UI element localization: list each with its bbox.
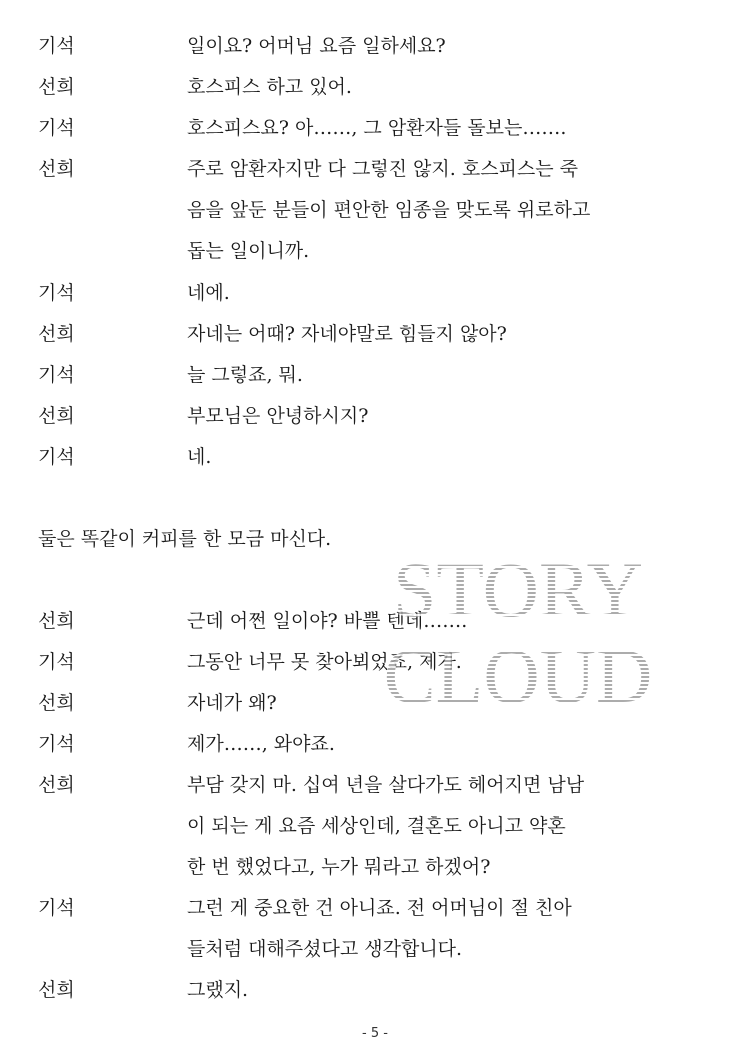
dialogue-line: 그런 게 중요한 건 아니죠. 전 어머님이 절 친아 [187, 897, 572, 919]
dialogue-line: 제가……, 와야죠. [187, 733, 335, 755]
dialogue-line: 음을 앞둔 분들이 편안한 임종을 맞도록 위로하고 [187, 199, 591, 221]
stage-direction: 둘은 똑같이 커피를 한 모금 마신다. [38, 528, 332, 550]
dialogue-line: 주로 암환자지만 다 그렇진 않지. 호스피스는 죽 [187, 158, 579, 180]
page-number: - 5 - [362, 1026, 388, 1041]
dialogue-line: 부모님은 안녕하시지? [187, 405, 369, 427]
dialogue-line: 부담 갖지 마. 십여 년을 살다가도 헤어지면 남남 [187, 774, 585, 796]
speaker-name: 선희 [38, 405, 75, 427]
dialogue-line: 늘 그렇죠, 뭐. [187, 364, 303, 386]
story-cloud-watermark-logo [368, 548, 668, 718]
dialogue-line: 호스피스요? 아……, 그 암환자들 돌보는……. [187, 117, 567, 139]
speaker-name: 기석 [38, 651, 75, 673]
dialogue-line: 네. [187, 446, 212, 468]
dialogue-line: 근데 어쩐 일이야? 바쁠 텐데……. [187, 610, 468, 632]
speaker-name: 기석 [38, 117, 75, 139]
speaker-name: 선희 [38, 979, 75, 1001]
dialogue-line: 자네가 왜? [187, 692, 277, 714]
speaker-name: 선희 [38, 692, 75, 714]
dialogue-line: 네에. [187, 282, 230, 304]
speaker-name: 선희 [38, 76, 75, 98]
speaker-name: 기석 [38, 35, 75, 57]
speaker-name: 기석 [38, 897, 75, 919]
dialogue-line: 한 번 했었다고, 누가 뭐라고 하겠어? [187, 856, 491, 878]
dialogue-line: 들처럼 대해주셨다고 생각합니다. [187, 938, 463, 960]
speaker-name: 기석 [38, 282, 75, 304]
speaker-name: 선희 [38, 774, 75, 796]
speaker-name: 선희 [38, 158, 75, 180]
speaker-name: 기석 [38, 446, 75, 468]
dialogue-line: 돕는 일이니까. [187, 240, 310, 262]
watermark-text-cloud: CLOUD [383, 632, 653, 718]
dialogue-line: 일이요? 어머님 요즘 일하세요? [187, 35, 446, 57]
dialogue-line: 그랬지. [187, 979, 249, 1001]
speaker-name: 선희 [38, 610, 75, 632]
dialogue-line: 호스피스 하고 있어. [187, 76, 352, 98]
dialogue-line: 그동안 너무 못 찾아뵈었죠, 제가. [187, 651, 462, 673]
speaker-name: 기석 [38, 733, 75, 755]
dialogue-line: 이 되는 게 요즘 세상인데, 결혼도 아니고 약혼 [187, 815, 566, 837]
speaker-name: 기석 [38, 364, 75, 386]
dialogue-line: 자네는 어때? 자네야말로 힘들지 않아? [187, 323, 507, 345]
speaker-name: 선희 [38, 323, 75, 345]
watermark-text-story: STORY [393, 548, 643, 633]
